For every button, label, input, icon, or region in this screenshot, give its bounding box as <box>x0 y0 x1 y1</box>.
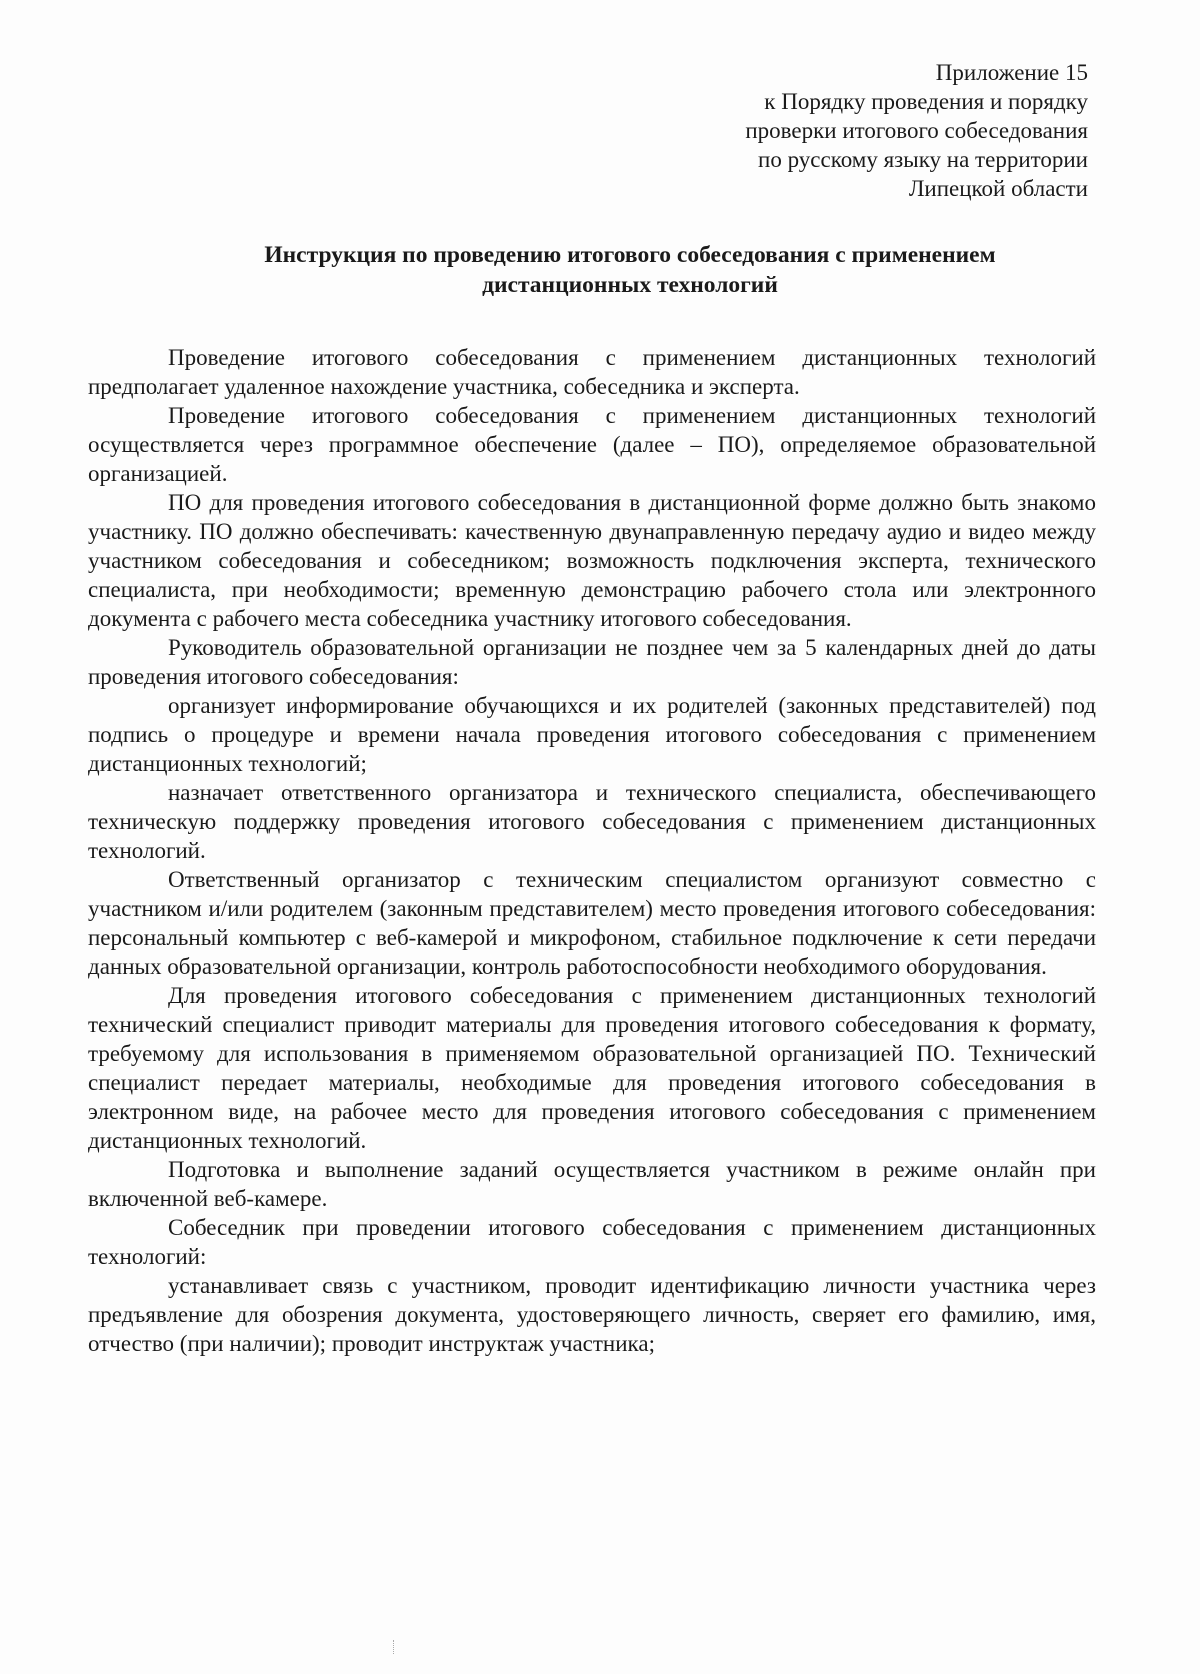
paragraph: Для проведения итогового собеседования с применением дистанционных технологий технический специалист приводит материалы для проведения итогового собеседования к формату, требуемому для использования в применяемом образовательной организацией ПО. Технический специалист передает материалы, необходимые для проведения итогового собеседования в электронном виде, на рабочее место для проведения итогового собеседования с применением дистанционных технологий. <box>88 983 1096 1153</box>
appendix-line: к Порядку проведения и порядку <box>764 89 1088 114</box>
scan-artifact <box>393 1640 396 1654</box>
paragraph: Собеседник при проведении итогового собеседования с применением дистанционных технологий: <box>88 1215 1096 1269</box>
paragraph: Ответственный организатор с техническим специалистом организуют совместно с участником и/или родителем (законным представителем) место проведения итогового собеседования: персональный компьютер с веб-камерой и микрофоном, стабильное подключение к сети передачи данных образовательной организации, контроль работоспособности необходимого оборудования. <box>88 867 1096 979</box>
document-body <box>88 343 1096 1358</box>
appendix-line: Липецкой области <box>908 176 1088 201</box>
appendix-line: Приложение 15 <box>935 60 1088 85</box>
paragraph: Руководитель образовательной организации не позднее чем за 5 календарных дней до даты проведения итогового собеседования: <box>88 635 1096 689</box>
paragraph: Проведение итогового собеседования с применением дистанционных технологий осуществляется через программное обеспечение (далее – ПО), определяемое образовательной организацией. <box>88 403 1096 486</box>
paragraph: Подготовка и выполнение заданий осуществляется участником в режиме онлайн при включенной веб-камере. <box>88 1157 1096 1211</box>
appendix-line: по русскому языку на территории <box>758 147 1088 172</box>
appendix-line: проверки итогового собеседования <box>745 118 1088 143</box>
paragraph: организует информирование обучающихся и их родителей (законных представителей) под подпись о процедуре и времени начала проведения итогового собеседования с применением дистанционных технологий; <box>88 693 1096 776</box>
paragraph: ПО для проведения итогового собеседования в дистанционной форме должно быть знакомо участнику. ПО должно обеспечивать: качественную двунаправленную передачу аудио и видео между участником собеседования и собеседником; возможность подключения эксперта, технического специалиста, при необходимости; временную демонстрацию рабочего стола или электронного документа с рабочего места собеседника участнику итогового собеседования. <box>88 490 1096 631</box>
paragraph: устанавливает связь с участником, проводит идентификацию личности участника через предъявление для обозрения документа, удостоверяющего личность, сверяет его фамилию, имя, отчество (при наличии); проводит инструктаж участника; <box>88 1273 1096 1356</box>
appendix-header <box>745 58 1088 203</box>
title-line-2: дистанционных технологий <box>482 272 778 298</box>
title-line-1: Инструкция по проведению итогового собеседования с применением <box>264 242 996 268</box>
document-title <box>150 240 1110 300</box>
paragraph: назначает ответственного организатора и технического специалиста, обеспечивающего техническую поддержку проведения итогового собеседования с применением дистанционных технологий. <box>88 780 1096 863</box>
paragraph: Проведение итогового собеседования с применением дистанционных технологий предполагает удаленное нахождение участника, собеседника и эксперта. <box>88 345 1096 399</box>
